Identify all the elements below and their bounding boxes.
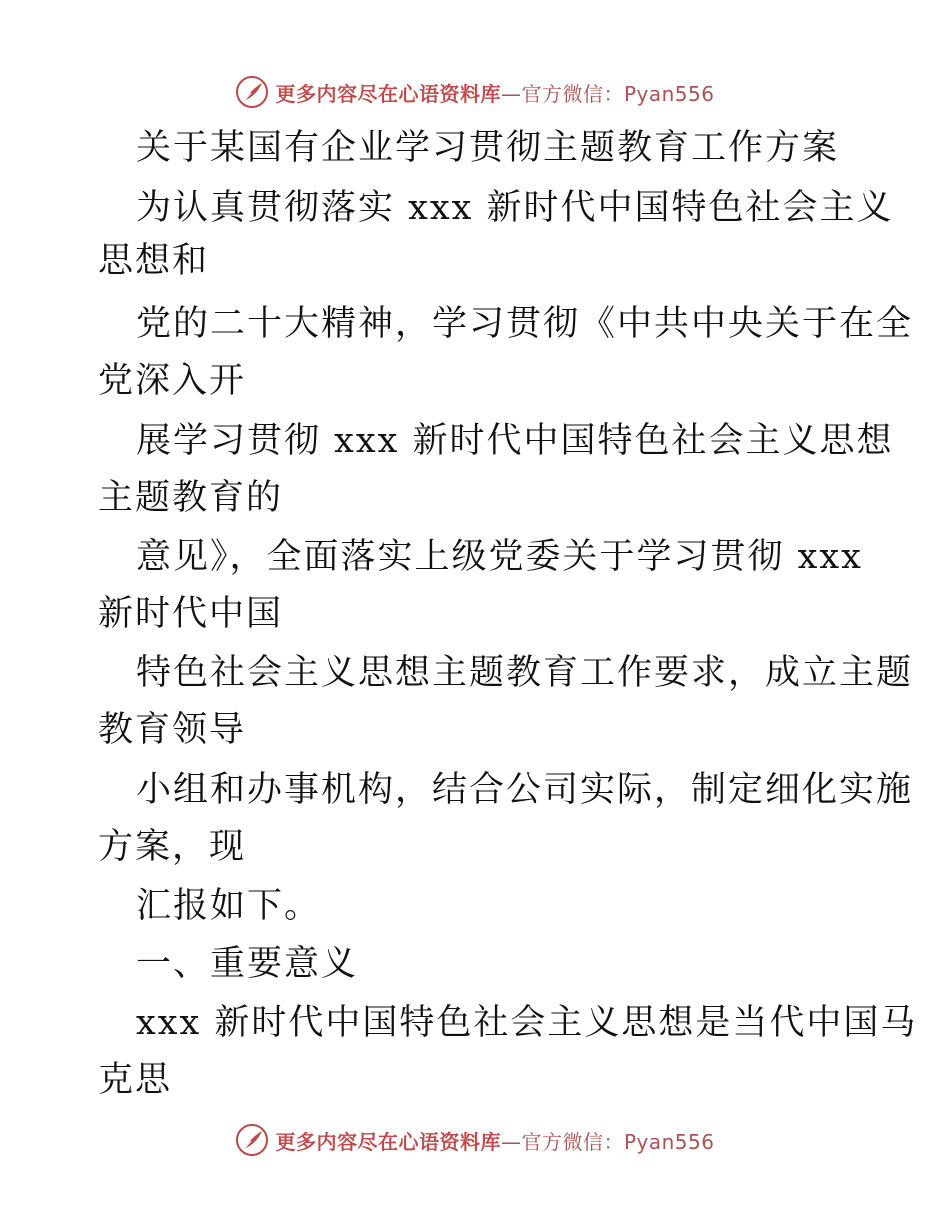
header-watermark — [0, 72, 950, 112]
paragraph-line: 主题教育的 — [98, 478, 284, 518]
paragraph-line: 党深入开 — [98, 361, 247, 401]
paragraph-line: 为认真贯彻落实 xxx 新时代中国特色社会主义 — [136, 188, 894, 228]
section-heading: 一、重要意义 — [136, 944, 359, 984]
watermark-text: 更多内容尽在心语资料库—官方微信：Pyan556 — [275, 1129, 715, 1154]
paragraph-line: 方案，现 — [98, 827, 247, 867]
document-title: 关于某国有企业学习贯彻主题教育工作方案 — [136, 128, 840, 168]
feather-pen-logo-icon — [235, 75, 269, 109]
paragraph-line: 思想和 — [98, 241, 210, 281]
footer-watermark — [0, 1120, 950, 1160]
paragraph-line: 教育领导 — [98, 710, 247, 750]
paragraph-line: 展学习贯彻 xxx 新时代中国特色社会主义思想 — [136, 421, 894, 461]
paragraph-line: 小组和办事机构，结合公司实际，制定细化实施 — [136, 770, 914, 810]
watermark-text: 更多内容尽在心语资料库—官方微信：Pyan556 — [275, 81, 715, 106]
paragraph-line: 党的二十大精神，学习贯彻《中共中央关于在全 — [136, 304, 914, 344]
paragraph-line: 新时代中国 — [98, 594, 284, 634]
paragraph-line: 意见》，全面落实上级党委关于学习贯彻 xxx — [136, 537, 863, 577]
paragraph-line: 汇报如下。 — [136, 886, 322, 926]
paragraph-line: 特色社会主义思想主题教育工作要求，成立主题 — [136, 653, 914, 693]
paragraph-line: 克思 — [98, 1060, 173, 1100]
feather-pen-logo-icon — [235, 1123, 269, 1157]
paragraph-line: xxx 新时代中国特色社会主义思想是当代中国马 — [136, 1003, 918, 1043]
